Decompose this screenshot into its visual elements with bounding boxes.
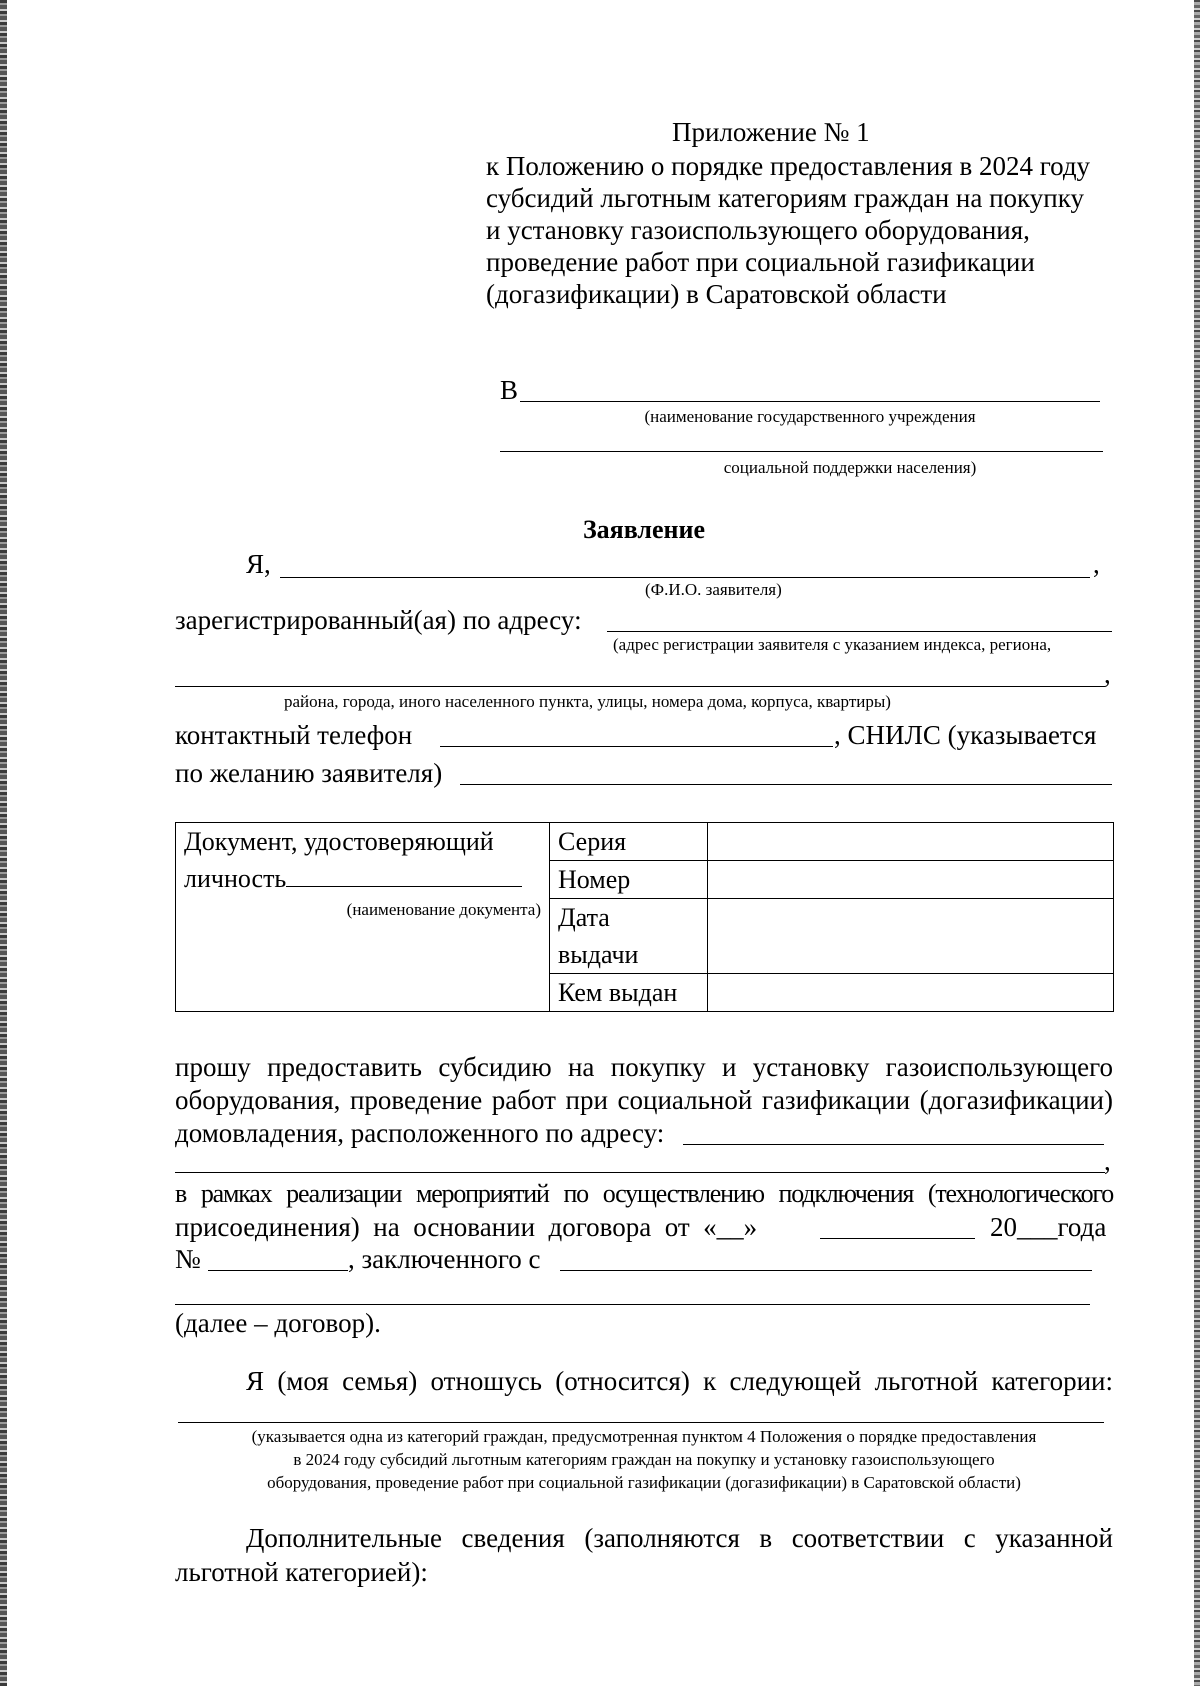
- registered-address-field[interactable]: [607, 631, 1112, 632]
- scan-edge-right: [1194, 0, 1200, 1686]
- snils-label: , СНИЛС (указывается: [834, 720, 1097, 750]
- request-line-7: (далее – договор).: [175, 1308, 381, 1338]
- snils-label-2: по желанию заявителя): [175, 758, 443, 788]
- issue-date-value[interactable]: [708, 899, 1114, 974]
- request-line-5a: присоединения) на основании договора от «__»: [175, 1212, 758, 1242]
- appendix-title: Приложение № 1: [672, 117, 870, 147]
- issued-by-value[interactable]: [708, 974, 1114, 1012]
- request-line-5b: 20___года: [990, 1212, 1107, 1242]
- fio-caption: (Ф.И.О. заявителя): [645, 580, 782, 599]
- issued-by-label: Кем выдан: [558, 978, 678, 1007]
- registered-address-field-2[interactable]: [175, 686, 1105, 687]
- request-line-1: прошу предоставить субсидию на покупку и установку газоиспользующего: [175, 1052, 1113, 1082]
- registered-label: зарегистрированный(ая) по адресу:: [175, 605, 582, 635]
- contractor-field-2[interactable]: [175, 1304, 1090, 1305]
- addressee-caption-2: социальной поддержки населения): [723, 458, 977, 477]
- category-text: Я (моя семья) отношусь (относится) к следующей льготной категории:: [246, 1366, 1113, 1396]
- request-line-3: домовладения, расположенного по адресу:: [175, 1118, 665, 1148]
- fio-comma: ,: [1093, 549, 1100, 579]
- phone-label: контактный телефон: [175, 720, 413, 750]
- property-address-comma: ,: [1104, 1146, 1111, 1176]
- property-address-field[interactable]: [683, 1144, 1104, 1145]
- category-caption-2: в 2024 году субсидий льготным категориям граждан на покупку и установку газоиспользующего: [293, 1450, 995, 1469]
- phone-field[interactable]: [440, 746, 833, 747]
- appendix-line: проведение работ при социальной газификации: [486, 247, 1035, 277]
- scan-edge-left: [0, 0, 7, 1686]
- series-label-cell: [550, 823, 708, 861]
- contract-number-field[interactable]: [208, 1270, 348, 1271]
- appendix-line: (догазификации) в Саратовской области: [486, 279, 947, 309]
- property-address-field-2[interactable]: [175, 1172, 1105, 1173]
- fio-field[interactable]: [280, 577, 1090, 578]
- contractor-field[interactable]: [560, 1270, 1092, 1271]
- doc-name-field[interactable]: [286, 860, 522, 887]
- i-prefix: Я,: [246, 549, 271, 579]
- series-label: Серия: [558, 827, 627, 856]
- appendix-line: и установку газоиспользующего оборудования,: [486, 215, 1030, 245]
- doc-label-2-row: [184, 860, 541, 897]
- addressee-prefix: В: [500, 375, 519, 405]
- number-label-cell: [550, 861, 708, 899]
- contract-month-field[interactable]: [820, 1238, 975, 1239]
- doc-caption: (наименование документа): [346, 900, 541, 919]
- request-line-6a: №: [175, 1244, 201, 1274]
- category-caption-3: оборудования, проведение работ при социальной газификации (догазификации) в Саратовской области): [267, 1473, 1021, 1492]
- address-caption-1: (адрес регистрации заявителя с указанием индекса, региона,: [613, 635, 1052, 654]
- appendix-line: субсидий льготным категориям граждан на покупку: [486, 183, 1084, 213]
- request-line-4: в рамках реализации мероприятий по осуществлению подключения (технологического: [175, 1179, 1113, 1208]
- id-document-cell: [176, 823, 550, 1012]
- addressee-field-line-1[interactable]: [520, 401, 1100, 402]
- issue-date-label-cell: [550, 899, 708, 974]
- addressee-caption-1: (наименование государственного учреждения: [644, 407, 976, 426]
- doc-label-1: Документ, удостоверяющий: [184, 827, 494, 856]
- number-label: Номер: [558, 865, 631, 894]
- request-line-2: оборудования, проведение работ при социальной газификации (догазификации): [175, 1085, 1113, 1115]
- address-caption-2: района, города, иного населенного пункта, улицы, номера дома, корпуса, квартиры): [284, 692, 891, 711]
- additional-line-1: Дополнительные сведения (заполняются в соответствии с указанной: [246, 1523, 1113, 1553]
- addressee-field-line-2[interactable]: [500, 451, 1103, 452]
- additional-line-2: льготной категорией):: [175, 1557, 428, 1587]
- number-value[interactable]: [708, 861, 1114, 899]
- category-caption-1: (указывается одна из категорий граждан, предусмотренная пунктом 4 Положения о порядке предоставления: [251, 1427, 1037, 1446]
- request-line-6b: , заключенного с: [348, 1244, 541, 1274]
- address-comma: ,: [1104, 659, 1111, 689]
- appendix-reference: [486, 150, 1090, 310]
- series-value[interactable]: [708, 823, 1114, 861]
- issued-by-label-cell: [550, 974, 708, 1012]
- issue-date-label-2: выдачи: [558, 940, 639, 969]
- category-field[interactable]: [178, 1422, 1104, 1423]
- doc-label-2: личность: [184, 864, 287, 893]
- form-title: Заявление: [582, 515, 706, 544]
- id-document-table: [175, 822, 1114, 1012]
- snils-field[interactable]: [460, 784, 1112, 785]
- issue-date-label-1: Дата: [558, 903, 610, 932]
- appendix-line: к Положению о порядке предоставления в 2024 году: [486, 151, 1091, 181]
